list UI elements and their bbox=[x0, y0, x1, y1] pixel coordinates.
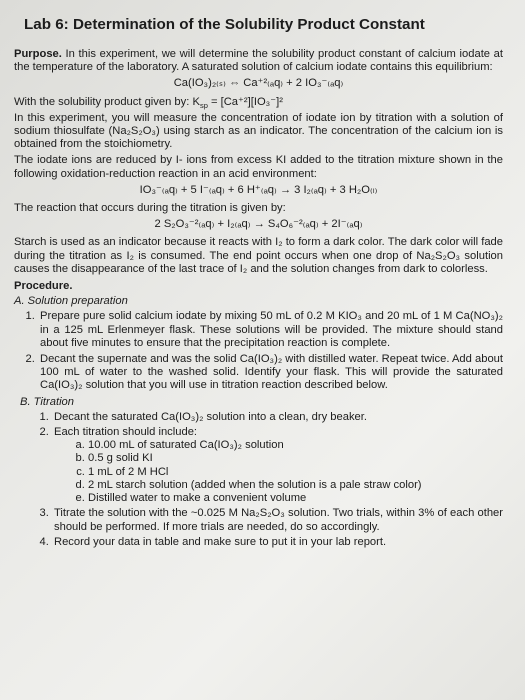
titration-component-a: a. 10.00 mL of saturated Ca(IO₃)₂ solution bbox=[88, 439, 503, 452]
equilibrium-equation: Ca(IO₃)₂₍ₛ₎ ⇔ Ca⁺²₍ₐq₎ + 2 IO₃⁻₍ₐq₎ bbox=[173, 77, 344, 90]
section-b-step-1: 1. Decant the saturated Ca(IO₃)₂ solution into a clean, dry beaker. bbox=[52, 411, 503, 424]
ksp-expression: = [Ca⁺²][IO₃⁻]² bbox=[207, 95, 283, 108]
procedure-heading: Procedure. bbox=[14, 280, 73, 293]
titration-intro: The reaction that occurs during the titration is given by: bbox=[14, 202, 286, 215]
purpose-label: Purpose. bbox=[14, 48, 62, 60]
measure-paragraph: In this experiment, you will measure the concentration of iodate ion by titration with a solution of sodium thiosulfate (Na₂S₂O₃) using starch as an indicator. The concentration of the calcium ion is obtained from the stoichiometry. bbox=[14, 111, 503, 151]
redox-equation: IO₃⁻₍ₐq₎ + 5 I⁻₍ₐq₎ + 6 H⁺₍ₐq₎ → 3 I₂₍ₐq₎ + 3 H₂O₍ₗ₎ bbox=[139, 183, 378, 196]
section-b-step-4: 4. Record your data in table and make sure to put it in your lab report. bbox=[52, 536, 503, 549]
titration-components-list bbox=[54, 439, 503, 505]
titration-component-b: b. 0.5 g solid KI bbox=[88, 452, 503, 465]
section-a-list bbox=[14, 310, 503, 392]
purpose-paragraph bbox=[14, 48, 503, 74]
purpose-intro: In this experiment, we will determine the solubility product constant of calcium iodate at the temperature of the laboratory. A saturated solution of calcium iodate contains this equilibrium: bbox=[14, 48, 504, 74]
section-b-step-2 bbox=[52, 426, 503, 505]
section-a-title: A. Solution preparation bbox=[14, 295, 128, 308]
reduction-paragraph: The iodate ions are reduced by I- ions from excess KI added to the titration mixture shown in the following oxidation-reduction reaction in an acid environment: bbox=[14, 154, 503, 180]
titration-equation: 2 S₂O₃⁻²₍ₐq₎ + I₂₍ₐq₎ → S₄O₆⁻²₍ₐq₎ + 2I⁻₍ₐq₎ bbox=[154, 218, 363, 231]
ksp-line bbox=[14, 96, 503, 109]
titration-component-d: d. 2 mL starch solution (added when the solution is a pale straw color) bbox=[88, 479, 503, 492]
starch-paragraph: Starch is used as an indicator because it reacts with I₂ to form a dark color. The dark color will fade during the titration as I₂ is consumed. The end point occurs when one drop of Na₂S₂O₃ solution causes the disappearance of the last trace of I₂ and the solution changes from dark to colorless. bbox=[14, 236, 503, 275]
section-a-step-2: 2. Decant the supernate and was the solid Ca(IO₃)₂ with distilled water. Repeat twice. Add about 100 mL of water to the washed solid. Identify your flask. This will provide the saturated Ca(IO₃)₂ solution that you will use in titration reaction described below. bbox=[38, 353, 503, 393]
section-b-list bbox=[14, 411, 503, 549]
ksp-intro: With the solubility product given by: K bbox=[14, 95, 200, 108]
section-b-step-2-text: Each titration should include: bbox=[54, 426, 198, 439]
section-a-step-1: 1. Prepare pure solid calcium iodate by mixing 50 mL of 0.2 M KIO₃ and 20 mL of 1 M Ca(NO₃)₂ in a 125 mL Erlenmeyer flask. These solutions will be provided. The mixture should stand about five minutes to ensure that the precipitation reaction is complete. bbox=[38, 310, 503, 350]
document-title: Lab 6: Determination of the Solubility Product Constant bbox=[24, 16, 425, 33]
titration-component-e: e. Distilled water to make a convenient volume bbox=[88, 492, 503, 505]
titration-component-c: c. 1 mL of 2 M HCl bbox=[88, 466, 503, 479]
section-b-title: B. Titration bbox=[20, 395, 74, 408]
section-b-step-3: 3. Titrate the solution with the ~0.025 M Na₂S₂O₃ solution. Two trials, within 3% of each other should be performed. If more trials are needed, do so accordingly. bbox=[52, 507, 503, 533]
ksp-subscript: sp bbox=[199, 100, 208, 110]
